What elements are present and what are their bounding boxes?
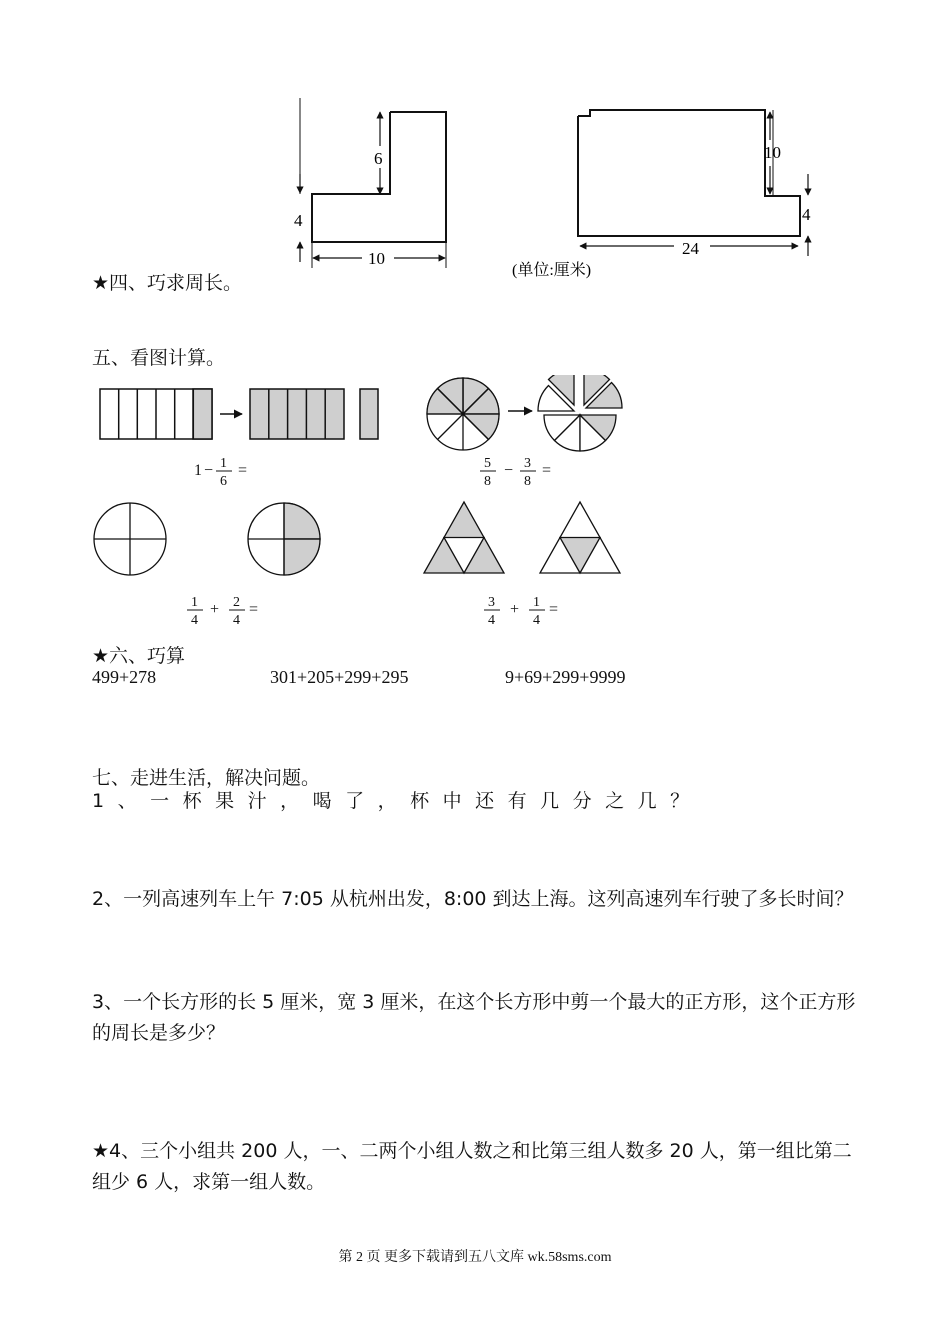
svg-text:=: =	[249, 601, 259, 618]
section4-title: ★四、巧求周长。	[92, 272, 243, 294]
svg-text:=: =	[549, 601, 559, 618]
section7-title: 七、走进生活，解决问题。	[92, 767, 321, 789]
svg-text:=: =	[542, 462, 552, 479]
circle-four-parts	[94, 503, 166, 575]
dim-label-10: 10	[368, 249, 385, 268]
dim-label-10-right: 10	[764, 143, 781, 162]
svg-text:−: −	[504, 462, 514, 479]
fraction-figures	[90, 375, 650, 640]
rect-six-parts	[100, 389, 212, 439]
page-footer: 第 2 页 更多下载请到五八文库 wk.58sms.com	[338, 1250, 612, 1265]
section6-title: ★六、巧算	[92, 645, 186, 667]
svg-text:1: 1	[533, 595, 540, 610]
question-2: 2、一列高速列车上午 7:05 从杭州出发，8:00 到达上海。这列高速列车行驶了多长时间？	[92, 888, 854, 910]
triangle-four-parts	[424, 502, 504, 573]
circle-eight-parts-cut	[538, 375, 622, 451]
svg-text:2: 2	[233, 595, 240, 610]
dim-label-6: 6	[374, 149, 383, 168]
svg-text:8: 8	[484, 474, 491, 489]
svg-text:4: 4	[191, 613, 198, 628]
svg-text:5: 5	[484, 456, 491, 471]
l-shape-figure	[300, 98, 446, 268]
svg-text:3: 3	[488, 595, 495, 610]
perimeter-figures	[280, 90, 840, 290]
svg-text:1: 1	[191, 595, 198, 610]
expr-tri	[484, 595, 558, 628]
circle-eight-parts	[427, 378, 499, 450]
circle-four-parts-shaded	[248, 503, 320, 575]
notched-rectangle-figure	[578, 110, 808, 256]
question-3: 3、一个长方形的长 5 厘米，宽 3 厘米，在这个长方形中剪一个最大的正方形，这个正方形的周长是多少？	[92, 991, 856, 1044]
dim-label-24: 24	[682, 239, 699, 258]
svg-text:3: 3	[524, 456, 531, 471]
dim-label-4: 4	[294, 211, 303, 230]
calc-problem-3: 9+69+299+9999	[505, 667, 626, 687]
unit-label: (单位:厘米)	[512, 262, 592, 279]
svg-text:−: −	[204, 462, 214, 479]
svg-text:1: 1	[194, 462, 202, 479]
svg-text:4: 4	[488, 613, 495, 628]
question-4: ★4、三个小组共 200 人，一、二两个小组人数之和比第三组人数多 20 人，第一组比第二组少 6 人，求第一组人数。	[92, 1140, 852, 1193]
expr-circle4	[187, 595, 258, 628]
calc-problem-1: 499+278	[92, 667, 157, 687]
svg-text:1: 1	[220, 456, 227, 471]
expr-circle8	[480, 456, 551, 489]
rect-five-parts-shaded	[250, 389, 378, 439]
dim-label-4-right: 4	[802, 205, 811, 224]
question-1: 1、一杯果汁，喝了，杯中还有几分之几？	[92, 790, 703, 812]
svg-text:+: +	[210, 601, 220, 618]
svg-text:8: 8	[524, 474, 531, 489]
calc-problem-2: 301+205+299+295	[270, 667, 409, 687]
section5-title: 五、看图计算。	[92, 347, 226, 369]
svg-text:6: 6	[220, 474, 227, 489]
expr-rect	[194, 456, 247, 489]
svg-text:4: 4	[233, 613, 240, 628]
svg-text:4: 4	[533, 613, 540, 628]
triangle-four-parts-one-shaded	[540, 502, 620, 573]
svg-text:=: =	[238, 462, 248, 479]
svg-text:+: +	[510, 601, 520, 618]
